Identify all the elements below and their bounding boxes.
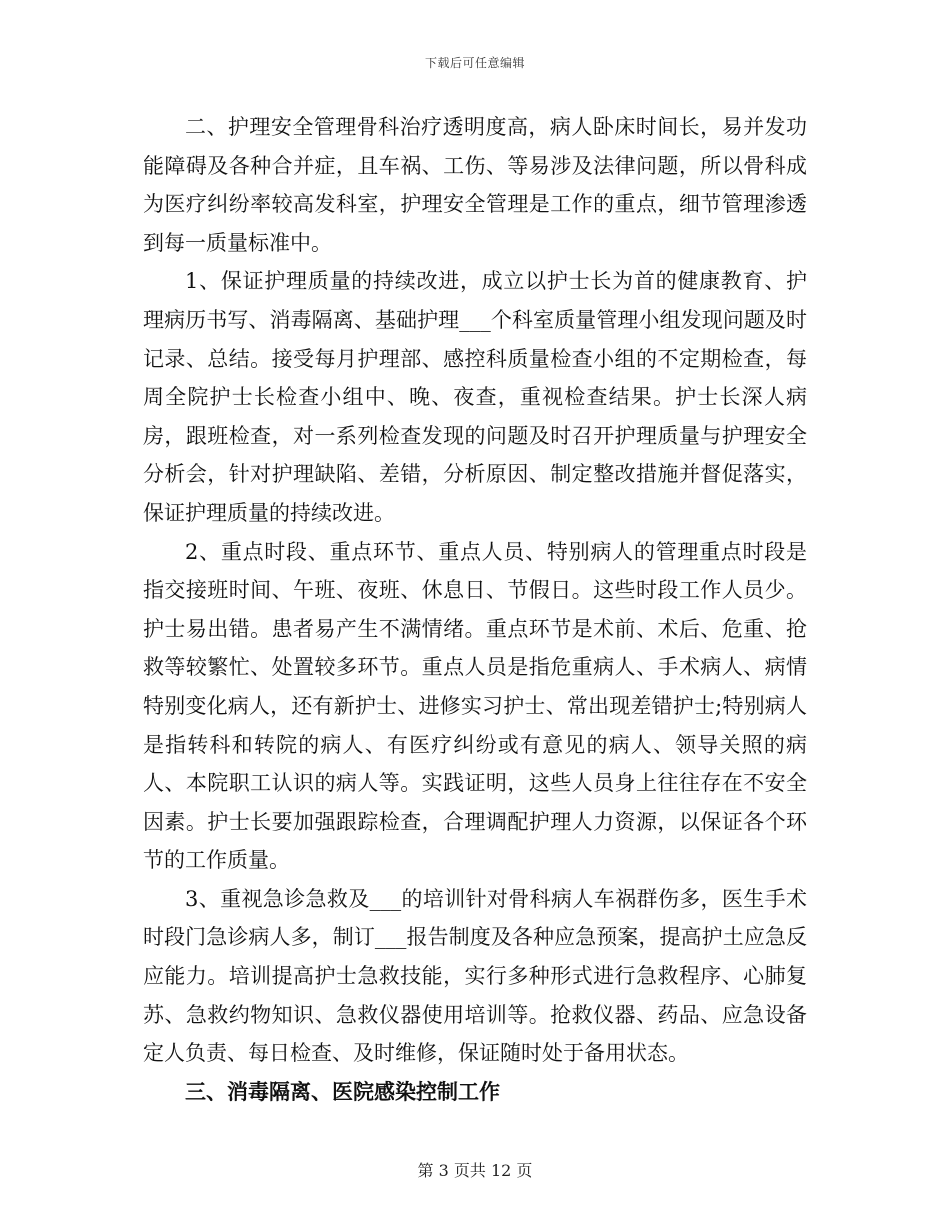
paragraph-emergency-training: 3、重视急诊急救及___的培训针对骨科病人车祸群伤多，医生手术时段门急诊病人多，制订___报告制度及各种应急预案，提高护土应急反应能力。培训提高护士急救技能，实行多种形式进行急救程序、心肺复苏、急救约物知识、急救仪器使用培训等。抢救仪器、药品、应急设备定人负责、每日检查、及时维修，保证随时处于备用状态。 [143,886,807,1066]
page-header: 下载后可任意编辑 [424,56,525,70]
document-body [143,108,807,1111]
section-heading-infection-control: 三、消毒隔离、医院感染控制工作 [185,1078,500,1104]
paragraph-key-periods: 2、重点时段、重点环节、重点人员、特别病人的管理重点时段是指交接班时间、午班、夜班、休息日、节假日。这些时段工作人员少。护士易出错。患者易产生不满情绪。重点环节是术前、术后、危重、抢救等较繁忙、处置较多环节。重点人员是指危重病人、手术病人、病情特别变化病人，还有新护士、进修实习护士、常出现差错护士;特别病人是指转科和转院的病人、有医疗纠纷或有意见的病人、领导关照的病人、本院职工认识的病人等。实践证明，这些人员身上往往存在不安全因素。护士长要加强跟踪检查，合理调配护理人力资源，以保证各个环节的工作质量。 [143,539,807,873]
page-footer: 第 3 页共 12 页 [417,1161,533,1180]
paragraph-nursing-safety: 二、护理安全管理骨科治疗透明度高，病人卧床时间长，易并发功能障碍及各种合并症，且车祸、工伤、等易涉及法律问题，所以骨科成为医疗纠纷率较高发科室，护理安全管理是工作的重点，细节管理渗透到每一质量标准中。 [143,115,807,255]
paragraph-quality-improvement: 1、保证护理质量的持续改进，成立以护士长为首的健康教育、护理病历书写、消毒隔离、基础护理___个科室质量管理小组发现问题及时记录、总结。接受每月护理部、感控科质量检查小组的不定期检查，每周全院护士长检查小组中、晚、夜查，重视检查结果。护士长深人病房，跟班检查，对一系列检查发现的问题及时召开护理质量与护理安全分析会，针对护理缺陷、差错，分析原因、制定整改措施并督促落实，保证护理质量的持续改进。 [143,269,807,525]
